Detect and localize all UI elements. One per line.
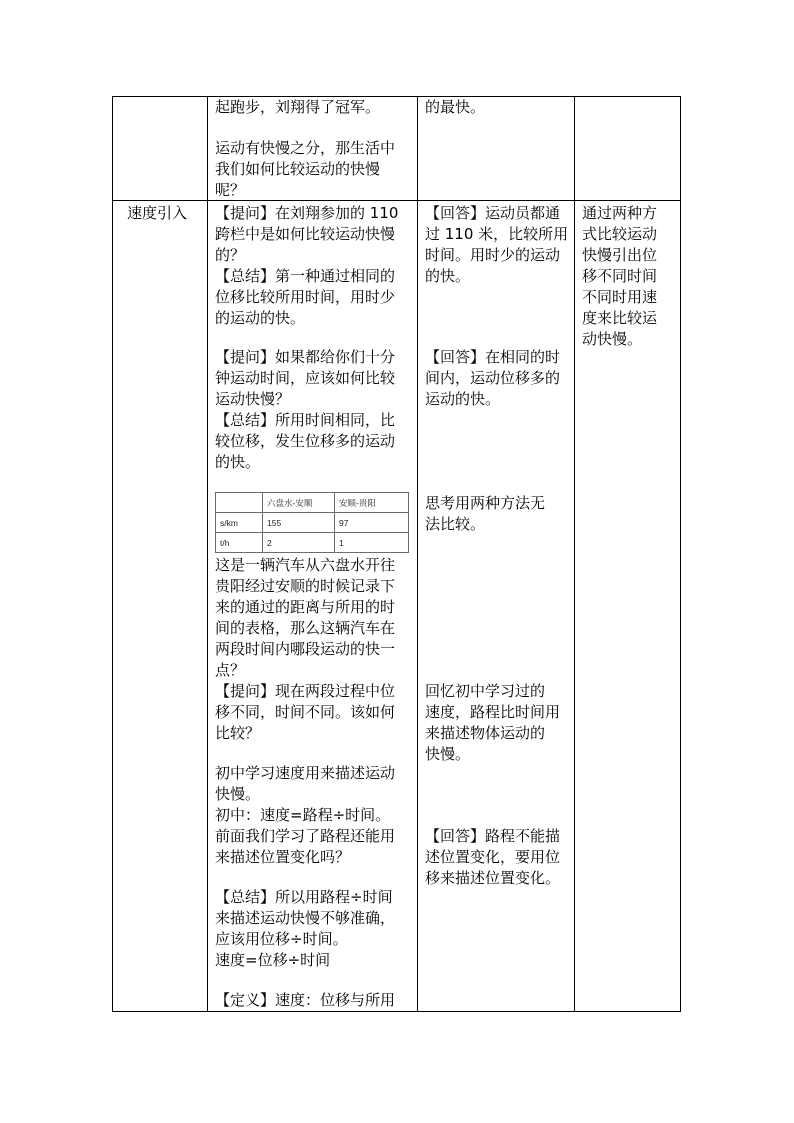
intent-line: 式比较运动 [582,225,658,243]
teacher-line: 来描述运动快慢不够准确， [215,909,396,927]
table-border-bottom [112,1011,681,1012]
student-line: 【回答】在相同的时 [425,348,561,366]
row1-teacher-line-3: 运动有快慢之分，那生活中 [215,139,396,157]
table-border-col2 [207,96,208,1012]
table-border-right [680,96,681,1012]
distance-time-table [215,492,409,553]
student-line: 过 110 米，比较所用 [425,225,569,243]
intent-line: 度来比较运 [582,309,658,327]
row1-teacher-line-4: 我们如何比较运动的快慢 [215,160,381,178]
student-line: 间内，运动位移多的 [425,369,561,387]
stage-label: 速度引入 [127,204,188,222]
teacher-line: 速度=位移÷时间 [215,951,331,969]
student-line: 运动的快。 [425,390,501,408]
teacher-line: 来描述位置变化吗？ [215,848,351,866]
mini-table-cell: 六盘水-安顺 [263,493,335,513]
teacher-line: 初中学习速度用来描述运动 [215,764,396,782]
mini-table-cell: 1 [335,533,409,553]
intent-line: 快慢引出位 [582,246,658,264]
intent-line: 通过两种方 [582,204,658,222]
mini-table-header-row [216,493,409,513]
teacher-line: 这是一辆汽车从六盘水开往 [215,556,396,574]
mini-table-cell: 155 [263,513,335,533]
teacher-line: 的快。 [215,453,261,471]
teacher-line: 【定义】速度：位移与所用 [215,991,396,1009]
teacher-line: 【提问】在刘翔参加的 110 [215,204,399,222]
teacher-line: 间的表格，那么这辆汽车在 [215,619,396,637]
mini-table-cell: 97 [335,513,409,533]
teacher-line: 初中：速度=路程÷时间。 [215,806,391,824]
teacher-line: 【总结】所用时间相同，比 [215,411,396,429]
table-border-col3 [417,96,418,1012]
table-border-left [112,96,113,1012]
teacher-line: 跨栏中是如何比较运动快慢 [215,225,396,243]
teacher-line: 比较？ [215,724,261,742]
teacher-line: 的运动的快。 [215,309,306,327]
teacher-line: 前面我们学习了路程还能用 [215,827,396,845]
teacher-line: 【提问】现在两段过程中位 [215,682,396,700]
table-border-col4 [574,96,575,1012]
teacher-line: 钟运动时间，应该如何比较 [215,369,396,387]
student-line: 思考用两种方法无 [425,494,546,512]
student-line: 快慢。 [425,745,471,763]
teacher-line: 的？ [215,246,246,264]
row1-student-line-1: 的最快。 [425,98,486,116]
student-line: 移来描述位置变化。 [425,869,561,887]
teacher-line: 移不同，时间不同。该如何 [215,703,396,721]
teacher-line: 应该用位移÷时间。 [215,930,348,948]
intent-line: 动快慢。 [582,330,643,348]
mini-table-row [216,513,409,533]
mini-table-row [216,533,409,553]
row1-teacher-line-1: 起跑步，刘翔得了冠军。 [215,98,381,116]
student-line: 【回答】运动员都通 [425,204,561,222]
student-line: 回忆初中学习过的 [425,682,546,700]
student-line: 法比较。 [425,515,486,533]
student-line: 速度，路程比时间用 [425,703,561,721]
mini-table-cell: s/km [216,513,263,533]
mini-table-cell [216,493,263,513]
student-line: 【回答】路程不能描 [425,827,561,845]
teacher-line: 点？ [215,661,246,679]
student-line: 的快。 [425,267,471,285]
teacher-line: 快慢。 [215,785,261,803]
table-border-top [112,96,681,97]
teacher-line: 较位移，发生位移多的运动 [215,432,396,450]
row1-teacher-line-5: 呢？ [215,181,246,199]
mini-table-cell: 2 [263,533,335,553]
teacher-line: 位移比较所用时间，用时少 [215,288,396,306]
student-line: 来描述物体运动的 [425,724,546,742]
mini-table-cell: t/h [216,533,263,553]
student-line: 时间。用时少的运动 [425,246,561,264]
teacher-line: 运动快慢？ [215,390,291,408]
table-border-row-divider [112,200,681,201]
teacher-line: 【总结】所以用路程÷时间 [215,888,393,906]
intent-line: 不同时用速 [582,288,658,306]
student-line: 述位置变化，要用位 [425,848,561,866]
teacher-line: 【提问】如果都给你们十分 [215,348,396,366]
teacher-line: 来的通过的距离与所用的时 [215,598,396,616]
mini-table-cell: 安顺-贵阳 [335,493,409,513]
teacher-line: 贵阳经过安顺的时候记录下 [215,577,396,595]
intent-line: 移不同时间 [582,267,658,285]
teacher-line: 【总结】第一种通过相同的 [215,267,396,285]
teacher-line: 两段时间内哪段运动的快一 [215,640,396,658]
